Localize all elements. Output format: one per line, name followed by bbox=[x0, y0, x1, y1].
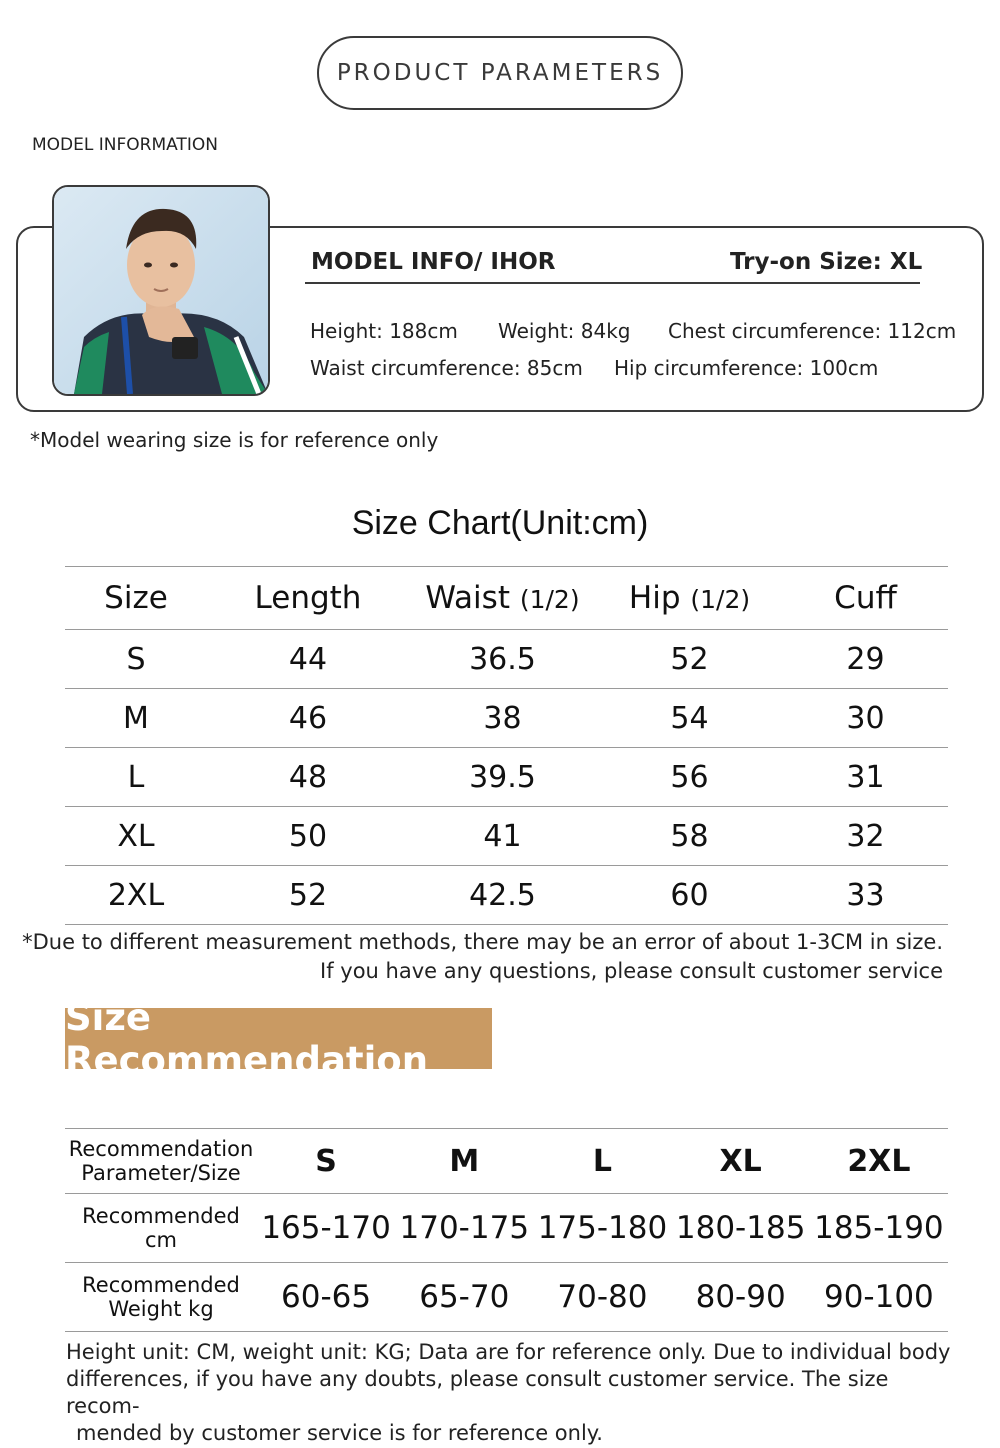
table-row bbox=[65, 866, 948, 925]
rec-row-label: Recommended Weight kg bbox=[65, 1263, 257, 1332]
rec-header-size: XL bbox=[672, 1129, 810, 1194]
cell-cuff: 30 bbox=[783, 689, 948, 748]
cell-cuff: 32 bbox=[783, 807, 948, 866]
cell-waist: 36.5 bbox=[409, 630, 596, 689]
cell-hip: 60 bbox=[596, 866, 783, 925]
cell-size: XL bbox=[65, 807, 207, 866]
model-hip: Hip circumference: 100cm bbox=[614, 356, 879, 380]
rec-cell: 90-100 bbox=[810, 1263, 948, 1332]
size-chart-note-line: *Due to different measurement methods, there may be an error of about 1-3CM in size. bbox=[22, 930, 943, 954]
tryon-size: Try-on Size: XL bbox=[730, 249, 923, 275]
cell-waist: 41 bbox=[409, 807, 596, 866]
rec-cell: 60-65 bbox=[257, 1263, 395, 1332]
model-reference-note: *Model wearing size is for reference only bbox=[30, 428, 439, 452]
cell-cuff: 29 bbox=[783, 630, 948, 689]
cell-length: 46 bbox=[207, 689, 409, 748]
table-row bbox=[65, 807, 948, 866]
rec-cell: 70-80 bbox=[533, 1263, 671, 1332]
table-row bbox=[65, 630, 948, 689]
model-information-label: MODEL INFORMATION bbox=[32, 135, 218, 155]
rec-header-label: Recommendation Parameter/Size bbox=[65, 1129, 257, 1194]
cell-cuff: 31 bbox=[783, 748, 948, 807]
cell-waist: 42.5 bbox=[409, 866, 596, 925]
rec-cell: 170-175 bbox=[395, 1194, 533, 1263]
cell-cuff: 33 bbox=[783, 866, 948, 925]
product-parameters-title: PRODUCT PARAMETERS bbox=[317, 36, 683, 110]
size-chart-note bbox=[22, 928, 943, 986]
table-row bbox=[65, 1194, 948, 1263]
rec-cell: 180-185 bbox=[672, 1194, 810, 1263]
rec-cell: 185-190 bbox=[810, 1194, 948, 1263]
rec-header-size: 2XL bbox=[810, 1129, 948, 1194]
cell-length: 50 bbox=[207, 807, 409, 866]
cell-length: 44 bbox=[207, 630, 409, 689]
cell-size: M bbox=[65, 689, 207, 748]
recommendation-table bbox=[65, 1128, 948, 1332]
col-header-size: Size bbox=[65, 567, 207, 630]
cell-length: 52 bbox=[207, 866, 409, 925]
col-header-cuff: Cuff bbox=[783, 567, 948, 630]
cell-hip: 52 bbox=[596, 630, 783, 689]
cell-size: 2XL bbox=[65, 866, 207, 925]
rec-header-size: S bbox=[257, 1129, 395, 1194]
recommendation-note-line: Height unit: CM, weight unit: KG; Data are for reference only. Due to individual body bbox=[66, 1340, 951, 1364]
size-chart-note-line: If you have any questions, please consult customer service bbox=[320, 959, 943, 983]
rec-cell: 165-170 bbox=[257, 1194, 395, 1263]
model-chest: Chest circumference: 112cm bbox=[668, 319, 957, 343]
size-recommendation-banner: Size Recommendation bbox=[65, 1008, 492, 1069]
table-row bbox=[65, 748, 948, 807]
table-row bbox=[65, 689, 948, 748]
model-photo-icon bbox=[52, 185, 270, 396]
cell-hip: 56 bbox=[596, 748, 783, 807]
col-header-length: Length bbox=[207, 567, 409, 630]
cell-hip: 58 bbox=[596, 807, 783, 866]
size-chart-table bbox=[65, 566, 948, 925]
model-info-divider bbox=[305, 282, 920, 284]
size-chart-title: Size Chart(Unit:cm) bbox=[351, 504, 649, 542]
model-waist: Waist circumference: 85cm bbox=[310, 356, 583, 380]
col-header-hip: Hip (1/2) bbox=[596, 567, 783, 630]
model-info-title: MODEL INFO/ IHOR bbox=[311, 249, 556, 275]
recommendation-note-line: differences, if you have any doubts, please consult customer service. The size recom- bbox=[66, 1367, 889, 1418]
rec-header-size: M bbox=[395, 1129, 533, 1194]
cell-waist: 39.5 bbox=[409, 748, 596, 807]
rec-row-label: Recommended cm bbox=[65, 1194, 257, 1263]
table-row bbox=[65, 1263, 948, 1332]
model-weight: Weight: 84kg bbox=[498, 319, 631, 343]
rec-header-size: L bbox=[533, 1129, 671, 1194]
col-header-waist: Waist (1/2) bbox=[409, 567, 596, 630]
size-chart-header-row bbox=[65, 567, 948, 630]
rec-cell: 175-180 bbox=[533, 1194, 671, 1263]
model-height: Height: 188cm bbox=[310, 319, 458, 343]
recommendation-note-line: mended by customer service is for reference only. bbox=[76, 1421, 603, 1445]
recommendation-note bbox=[66, 1339, 956, 1447]
rec-cell: 65-70 bbox=[395, 1263, 533, 1332]
cell-hip: 54 bbox=[596, 689, 783, 748]
cell-waist: 38 bbox=[409, 689, 596, 748]
rec-cell: 80-90 bbox=[672, 1263, 810, 1332]
cell-size: S bbox=[65, 630, 207, 689]
cell-length: 48 bbox=[207, 748, 409, 807]
recommendation-header-row bbox=[65, 1129, 948, 1194]
cell-size: L bbox=[65, 748, 207, 807]
